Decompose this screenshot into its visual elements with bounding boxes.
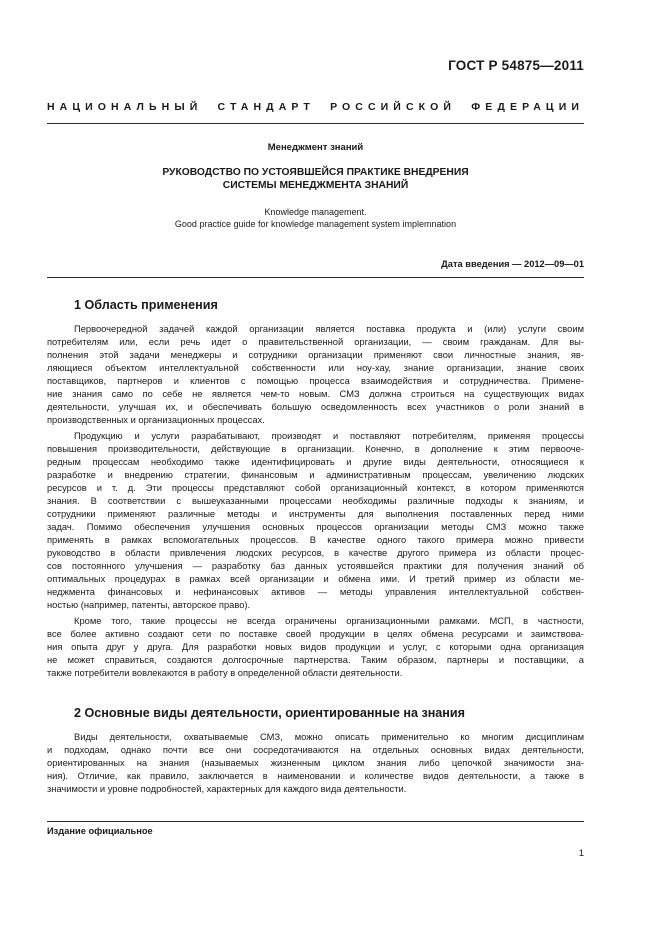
paragraph-line: ния). Отличие, как правило, заключается в наименовании и количестве видов деятельности, а также в bbox=[47, 771, 584, 781]
document-title-line-2: СИСТЕМЫ МЕНЕДЖМЕНТА ЗНАНИЙ bbox=[222, 180, 409, 191]
paragraph-line: и подходам, однако почти все они сосредотачиваются на отдельных основных видах деятельности, bbox=[47, 745, 584, 755]
paragraph-line: все более активно создают сети по поставке своей продукции в целях обмена ресурсами и заимствова- bbox=[47, 629, 584, 639]
paragraph-line: значимости и уровне подробностей, характерных для каждого вида деятельности. bbox=[47, 784, 407, 794]
paragraph-line: сотрудники применяют различные методы и инструменты для выполнения поставленных перед ними bbox=[47, 509, 584, 519]
paragraph-line: редным процессам необходимо также идентифицировать и другие виды деятельности, относящиеся к bbox=[47, 457, 584, 467]
paragraph-line: потребителям или, если речь идет о правительственной организации, — своим гражданам. Для вы- bbox=[47, 337, 584, 347]
paragraph-line: неджмента финансовых и нефинансовых активов — методы управления интеллектуальной собствен- bbox=[47, 587, 584, 597]
paragraph-line: руководство в области привлечения людских ресурсов, в качестве другого примера из области процес- bbox=[47, 548, 584, 558]
paragraph-line: деятельности, улучшая их, и обеспечивать большую осведомленность всех участников о роли знаний в bbox=[47, 402, 584, 412]
top-divider bbox=[47, 123, 584, 124]
middle-divider bbox=[47, 277, 584, 278]
paragraph-line: применять в рамках вспомогательных процессов. В качестве одного такого примера можно привести bbox=[47, 535, 584, 545]
paragraph-line: полнения этой задачи менеджеры и сотрудники организации применяют свои личностные знания, яв- bbox=[47, 350, 584, 360]
document-code: ГОСТ Р 54875—2011 bbox=[448, 58, 584, 73]
paragraph-line: разработке и внедрению стратегии, финансовым и административным процессам, увеличению людских bbox=[47, 470, 584, 480]
paragraph-line: оптимальных процедурах в рамках всей организации и обмена ими. И третий пример из области ме- bbox=[47, 574, 584, 584]
paragraph-line: ностью (например, патенты, авторское право). bbox=[47, 600, 251, 610]
paragraph-line: знания. В соответствии с вышеуказанными процессами необходимы различные подходы к знаниям, и bbox=[47, 496, 584, 506]
english-title-line-2: Good practice guide for knowledge management system implemnation bbox=[174, 219, 457, 229]
paragraph-line: сов постоянного улучшения — разработку баз данных устоявшейся практики для получения знаний об bbox=[47, 561, 584, 571]
english-title-line-1: Knowledge management. bbox=[264, 207, 367, 217]
paragraph-line: не может справиться, создаются долгосрочные партнерства. Таким образом, партнеры и поставщики, а bbox=[47, 655, 584, 665]
paragraph-line: ресурсов и т. д. Эти процессы представляют собой организационный контекст, в котором применяются bbox=[47, 483, 584, 493]
paragraph-line: задач. Помимо обеспечения улучшения основных процессов организации методы СМЗ можно также bbox=[47, 522, 584, 532]
paragraph-line: ориентированных на знания (называемых жизненным циклом знания либо цепочкой значимости зна- bbox=[47, 758, 584, 768]
document-title-line-1: РУКОВОДСТВО ПО УСТОЯВШЕЙСЯ ПРАКТИКЕ ВНЕДРЕНИЯ bbox=[162, 167, 469, 178]
section-heading-1: 1 Область применения bbox=[74, 298, 218, 312]
paragraph-line: ние знания само по себе не является чем-то новым. СМЗ должна строиться на существующих видах bbox=[47, 389, 584, 399]
paragraph-line: ния опыта друг у друга. Для разработки новых видов продукции и услуг, с которыми одна организация bbox=[47, 642, 584, 652]
paragraph-line: поставщиков, партнеров и клиентов с помощью процесса взаимодействия и сотрудничества. Примене- bbox=[47, 376, 584, 386]
page-number: 1 bbox=[578, 848, 584, 859]
paragraph-line: также потребители вовлекаются в работу в определенной области деятельности. bbox=[47, 668, 403, 678]
paragraph-line: Кроме того, такие процессы не всегда ограничены организационными рамками. МСП, в частности, bbox=[74, 616, 584, 626]
paragraph-line: Первоочередной задачей каждой организации является поставка продукта и (или) услуги своим bbox=[74, 324, 584, 334]
introduction-date: Дата введения — 2012—09—01 bbox=[441, 259, 584, 269]
section-heading-2: 2 Основные виды деятельности, ориентированные на знания bbox=[74, 706, 466, 720]
national-standard-banner: НАЦИОНАЛЬНЫЙ СТАНДАРТ РОССИЙСКОЙ ФЕДЕРАЦИИ bbox=[47, 101, 584, 113]
paragraph-line: Продукцию и услуги разрабатывают, производят и поставляют потребителям, применяя процессы bbox=[74, 431, 584, 441]
paragraph-line: ляющиеся объектом интеллектуальной собственности или ноу-хау, знание организации, знание своих bbox=[47, 363, 584, 373]
paragraph-line: Виды деятельности, охватываемые СМЗ, можно описать применительно ко многим дисциплинам bbox=[74, 732, 584, 742]
paragraph-line: повышения производительности, действующие в организации. Конечно, в дополнение к этим первооче- bbox=[47, 444, 584, 454]
subject-title: Менеджмент знаний bbox=[267, 142, 364, 153]
paragraph-line: производственных и организационных процессах. bbox=[47, 415, 265, 425]
footer-divider bbox=[47, 821, 584, 822]
official-edition-label: Издание официальное bbox=[47, 826, 153, 836]
